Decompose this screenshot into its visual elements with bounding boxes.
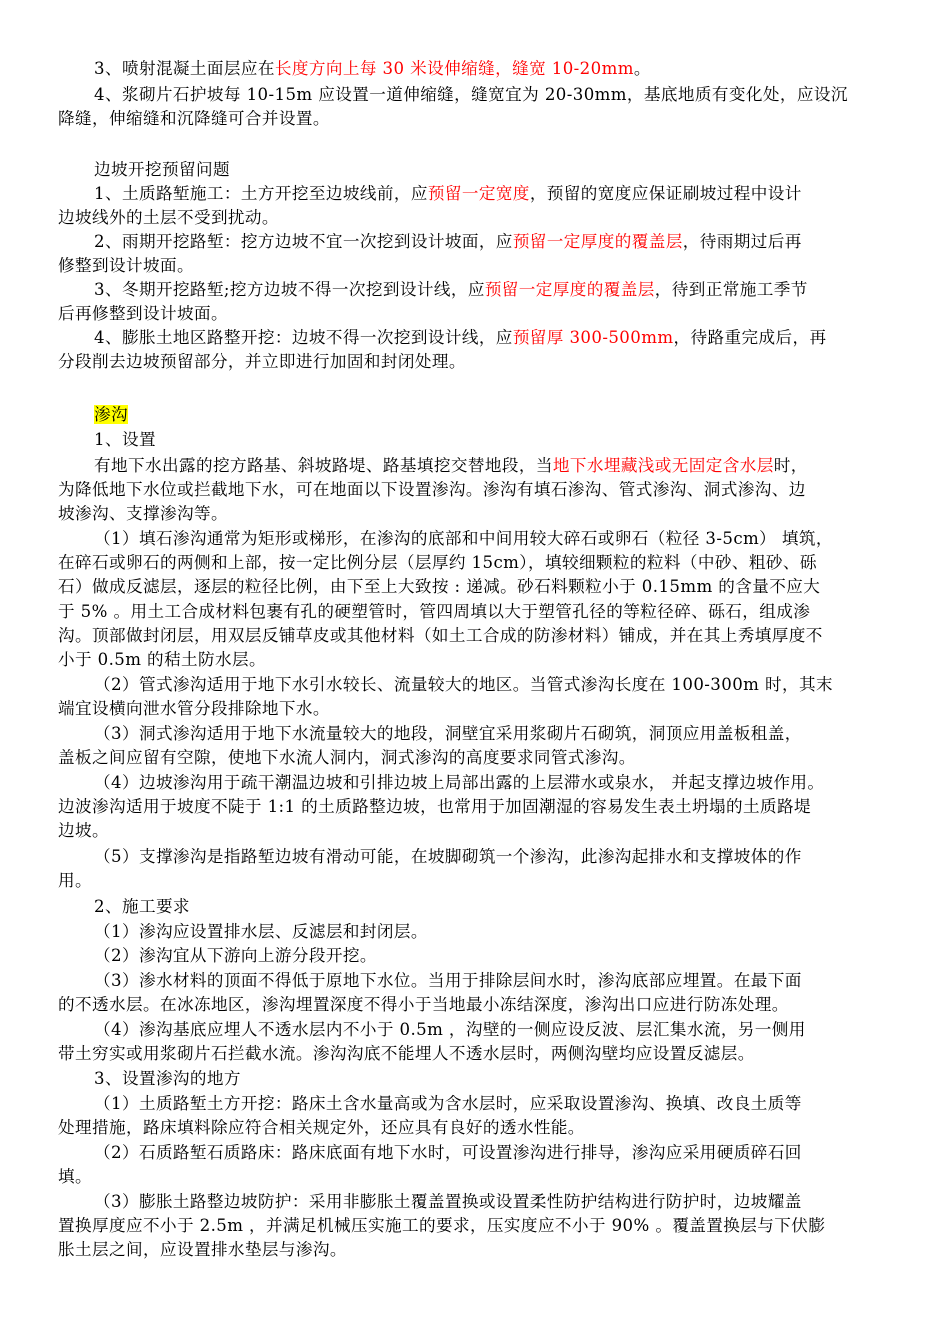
paragraph-line [94,278,808,302]
text-run: 3、设置渗沟的地方 [94,1069,241,1088]
text-run: 为降低地下水位或拦截地下水，可在地面以下设置渗沟。渗沟有填石渗沟、管式渗沟、洞式渗沟、边 [58,480,806,499]
text-run: ，待雨期过后再 [682,232,802,251]
text-run: ，待路重完成后，再 [673,328,827,347]
text-run: 有地下水出露的挖方路基、斜坡路堤、路基填挖交替地段，当 [94,456,553,475]
paragraph-line [58,1214,825,1238]
text-run: 于 5% 。用土工合成材料包裹有孔的硬塑管时，管四周填以大于塑管孔径的等粒径碎、砾石，组成渗 [58,602,811,621]
text-run: 分段削去边坡预留部分，并立即进行加固和封闭处理。 [58,352,466,371]
text-run: 。 [633,59,651,78]
text-run: （3）渗水材料的顶面不得低于原地下水位。当用于排除层间水时，渗沟底部应埋置。在最下面 [94,971,802,990]
highlighted-red-text: 长度方向上每 30 米设伸缩缝，缝宽 10-20mm [274,59,634,78]
paragraph-line [58,624,823,648]
paragraph-line [94,969,802,993]
paragraph-line [94,182,802,206]
text-run: 用。 [58,871,92,890]
text-run: 4、膨胀土地区路整开挖：边坡不得一次挖到设计线，应 [94,328,513,347]
paragraph-line [94,57,651,81]
paragraph-line [94,1190,802,1214]
text-run: 小于 0.5m 的秸土防水层。 [58,650,267,669]
text-run: （3）洞式渗沟适用于地下水流量较大的地段，洞壁宜采用浆砌片石砌筑，洞顶应用盖板租盖， [94,724,802,743]
text-run: ，预留的宽度应保证刷坡过程中设计 [529,184,802,203]
highlighted-red-text: 预留一定宽度 [427,184,530,203]
paragraph-line [94,944,377,968]
paragraph-line [94,771,824,795]
text-run: ，待到正常施工季节 [654,280,808,299]
paragraph-line [58,1116,585,1140]
text-run: 1、设置 [94,430,156,449]
text-run: 在碎石或卵石的两侧和上部，按一定比例分层（层厚约 15cm），填较细颗粒的粒料（中砂、粗砂、砾 [58,553,817,572]
paragraph-line [58,869,92,893]
paragraph-line [94,1092,802,1116]
text-run: 带土穷实或用浆砌片石拦截水流。渗沟沟底不能埋人不透水层时，两侧沟壁均应设置反滤层。 [58,1044,755,1063]
paragraph-line [58,600,810,624]
text-run: 沟。顶部做封闭层，用双层反铺草皮或其他材料（如土工合成的防渗材料）铺成，并在其上秀填厚度不 [58,626,823,645]
text-run: 后再修整到设计坡面。 [58,304,228,323]
text-run: 降缝，伸缩缝和沉降缝可合并设置。 [58,109,330,128]
paragraph-line [58,746,636,770]
text-run: （2）石质路堑石质路床：路床底面有地下水时，可设置渗沟进行排导，渗沟应采用硬质碎石回 [94,1143,802,1162]
paragraph-line [94,1141,802,1165]
paragraph-line [58,502,228,526]
paragraph-line [58,795,811,819]
text-run: 坡渗沟、支撑渗沟等。 [58,504,228,523]
text-run: 边坡开挖预留问题 [94,160,230,179]
text-run: （1）渗沟应设置排水层、反滤层和封闭层。 [94,922,428,941]
paragraph-line [94,920,428,944]
section-heading-line [94,895,190,919]
text-run: （1）土质路堑土方开挖：路床土含水量高或为含水层时，应采取设置渗沟、换填、改良土质等 [94,1094,802,1113]
text-run: （4）渗沟基底应埋人不透水层内不小于 0.5m ，沟壁的一侧应设反波、层汇集水流，另一侧用 [94,1020,806,1039]
paragraph-line [58,1238,347,1262]
text-run: 填。 [58,1167,92,1186]
paragraph-line [94,1018,806,1042]
text-run: 3、喷射混凝土面层应在 [94,59,275,78]
paragraph-line [94,230,802,254]
text-run: 置换厚度应不小于 2.5m ，并满足机械压实施工的要求，压实度应不小于 90% 。覆盖置换层与下伏膨 [58,1216,826,1235]
paragraph-line [58,302,228,326]
text-run: 的不透水层。在冰冻地区，渗沟埋置深度不得小于当地最小冻结深度，渗沟出口应进行防冻处理。 [58,995,789,1014]
paragraph-line [94,83,848,107]
highlighted-heading-text: 渗沟 [94,405,128,424]
text-run: （1）填石渗沟通常为矩形或梯形，在渗沟的底部和中间用较大碎石或卵石（粒径 3-5cm） 填筑， [94,529,833,548]
text-run: 胀土层之间，应设置排水垫层与渗沟。 [58,1240,347,1259]
paragraph-line [58,551,817,575]
section-heading-line [94,158,230,182]
text-run: （2）管式渗沟适用于地下水引水较长、流量较大的地区。当管式渗沟长度在 100-300m 时，其末 [94,675,833,694]
text-run: 修整到设计坡面。 [58,256,194,275]
text-run: 石）做成反滤层，逐层的粒径比例，由下至上大致按 : 递减。砂石料颗粒小于 0.15mm 的含量不应大 [58,577,821,596]
text-run: 1、土质路堑施工：土方开挖至边坡线前，应 [94,184,428,203]
paragraph-line [94,722,802,746]
section-heading-line [94,428,156,452]
highlighted-red-text: 地下水埋藏浅或无固定含水层 [552,456,774,475]
highlighted-red-text: 预留一定厚度的覆盖层 [512,232,683,251]
section-heading-line [94,1067,241,1091]
paragraph-line [58,254,194,278]
paragraph-line [94,527,833,551]
text-run: 3、冬期开挖路堑;挖方边坡不得一次挖到设计线，应 [94,280,485,299]
paragraph-line [58,478,806,502]
paragraph-line [58,648,266,672]
paragraph-line [58,993,789,1017]
paragraph-line [58,1165,92,1189]
highlighted-red-text: 预留厚 300-500mm [512,328,674,347]
paragraph-line [58,1042,755,1066]
paragraph-line [58,206,279,230]
text-run: （5）支撑渗沟是指路堑边坡有滑动可能，在坡脚砌筑一个渗沟，此渗沟起排水和支撑坡体的作 [94,847,802,866]
text-run: 边坡。 [58,821,109,840]
text-run: 时， [773,456,808,475]
text-run: 端宜设横向泄水管分段排除地下水。 [58,699,330,718]
text-run: 边坡线外的土层不受到扰动。 [58,208,279,227]
text-run: 盖板之间应留有空隙，使地下水流人洞内，洞式渗沟的高度要求同管式渗沟。 [58,748,636,767]
paragraph-line [58,575,820,599]
paragraph-line [58,819,109,843]
text-run: 2、雨期开挖路堑：挖方边坡不宜一次挖到设计坡面，应 [94,232,513,251]
text-run: 边波渗沟适用于坡度不陡于 1:1 的土质路整边坡，也常用于加固潮湿的容易发生表土坍塌的土质路堤 [58,797,811,816]
paragraph-line [58,107,330,131]
paragraph-line [94,673,833,697]
text-run: （3）膨胀土路整边坡防护：采用非膨胀土覆盖置换或设置柔性防护结构进行防护时，边坡耀盖 [94,1192,802,1211]
paragraph-line [58,350,466,374]
paragraph-line [94,326,826,350]
text-run: 处理措施，路床填料除应符合相关规定外，还应具有良好的透水性能。 [58,1118,585,1137]
paragraph-line [94,454,808,478]
text-run: 2、施工要求 [94,897,190,916]
text-run: （2）渗沟宜从下游向上游分段开挖。 [94,946,377,965]
highlighted-red-text: 预留一定厚度的覆盖层 [484,280,655,299]
section-heading-line [94,403,128,427]
paragraph-line [94,845,802,869]
paragraph-line [58,697,330,721]
text-run: （4）边坡渗沟用于疏干潮温边坡和引排边坡上局部出露的上层滞水或泉水， 并起支撑边坡作用。 [94,773,825,792]
text-run: 4、浆砌片石护坡每 10-15m 应设置一道伸缩缝，缝宽宜为 20-30mm，基底地质有变化处，应设沉 [94,85,848,104]
